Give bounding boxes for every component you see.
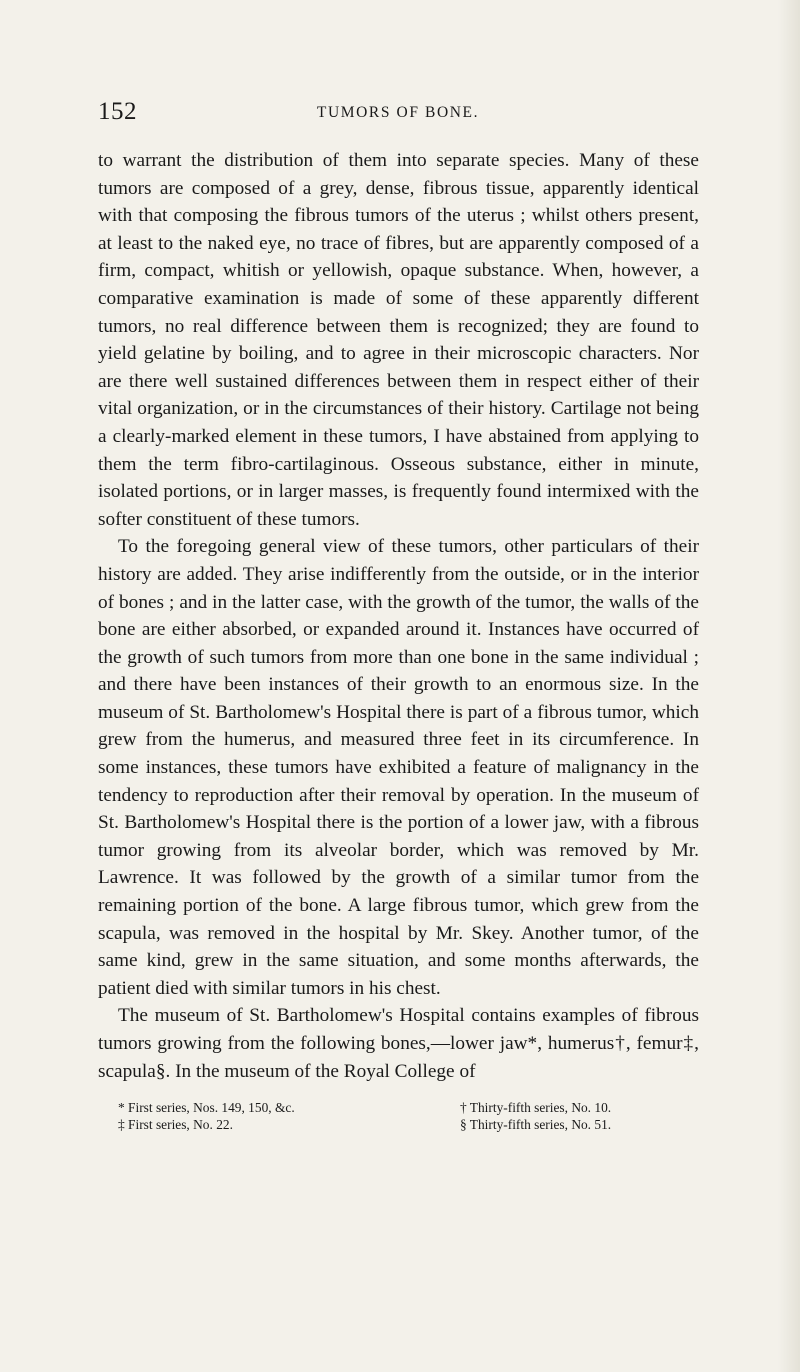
body-text [98,147,699,1085]
paragraph-2: To the foregoing general view of these tumors, other particulars of their history are added. They arise indifferently from the outside, or in the interior of bones ; and in the latter case, with the growth of the tumor, the walls of the bone are either absorbed, or expanded around it. Instances have occurred of the growth of such tumors from more than one bone in the same individual ; and there have been instances of their growth to an enormous size. In the museum of St. Bartholomew's Hospital there is part of a fibrous tumor, which grew from the humerus, and measured three feet in its circumference. In some instances, these tumors have exhibited a feature of malignancy in the tendency to reproduction after their removal by operation. In the museum of St. Bartholomew's Hospital there is the portion of a lower jaw, with a fibrous tumor growing from its alveolar border, which was removed by Mr. Lawrence. It was followed by the growth of a similar tumor from the remaining portion of the bone. A large fibrous tumor, which grew from the scapula, was removed in the hospital by Mr. Skey. Another tumor, of the same kind, grew in the same situation, and some months afterwards, the patient died with similar tumors in his chest. [98,536,699,999]
footnote-row [118,1099,708,1116]
paragraph-3: The museum of St. Bartholomew's Hospital contains examples of fibrous tumors growing from the following bones,—lower jaw*, humerus†, femur‡, scapula§. In the museum of the Royal College of [98,1005,699,1082]
footnote-thirty-fifth-10: † Thirty-fifth series, No. 10. [460,1100,612,1115]
footnotes [118,1099,708,1133]
paragraph-1: to warrant the distribution of them into separate species. Many of these tumors are composed of a grey, dense, fibrous tissue, apparently identical with that composing the fibrous tumors of the uterus ; whilst others present, at least to the naked eye, no trace of fibres, but are apparently composed of a firm, compact, whitish or yellowish, opaque substance. When, however, a comparative examination is made of some of these apparently different tumors, no real difference between them is recognized; they are found to yield gelatine by boiling, and to agree in their microscopic characters. Nor are there well sustained differences between them in respect either of their vital organization, or in the circumstances of their history. Cartilage not being a clearly-marked element in these tumors, I have abstained from applying to them the term fibro-cartilaginous. Osseous substance, either in minute, isolated portions, or in larger masses, is frequently found intermixed with the softer constituent of these tumors. [98,150,699,530]
page-edge-shadow [778,0,800,1372]
page-header [98,98,698,132]
page-number: 152 [98,98,137,125]
footnote-first-series-149: * First series, Nos. 149, 150, &c. [118,1100,295,1115]
footnote-first-series-22: ‡ First series, No. 22. [118,1117,233,1132]
running-head: TUMORS OF BONE. [316,104,480,121]
footnote-thirty-fifth-51: § Thirty-fifth series, No. 51. [460,1117,612,1132]
footnote-row [118,1116,708,1133]
